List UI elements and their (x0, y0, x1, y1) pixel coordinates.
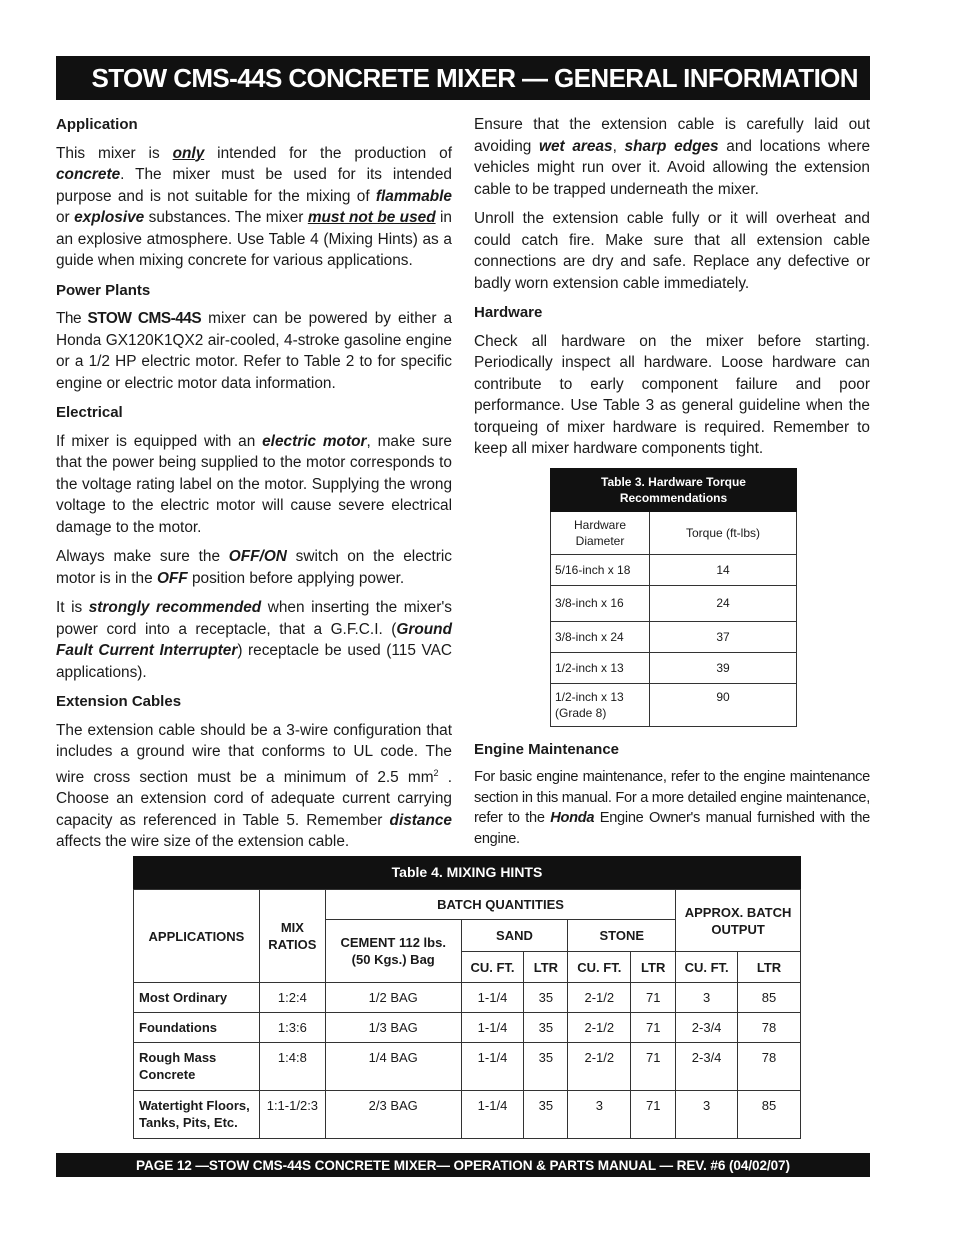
extension-cables-paragraph: The extension cable should be a 3-wire configuration that includes a ground wire that conforms to UL code. The wire cross section must be a minimum of 2.5 $mm^2$ . Choose an extension cord of adequate current carrying capacity as referenced in Table 5. Remember distance affects the wire size of the extension cable. (56, 721, 453, 851)
hardware-paragraph: Check all hardware on the mixer before starting. Periodically inspect all hardware. Loose hardware can contribute to early component failure and poor performance. Use Table 3 as general guideline when the torqueing of mixer hardware is required. Remember to keep all mixer hardware components tight. (474, 332, 870, 457)
electrical-heading: Electrical (56, 404, 123, 421)
electrical-paragraph-3: It is strongly recommended when inserting the mixer's power cord into a receptacle, that a G.F.C.I. (Ground Fault Current Interrupter) receptacle be used (115 VAC applications). (56, 599, 453, 681)
header-sand: SAND (461, 920, 568, 952)
extension-cables-paragraph-3: Unroll the extension cable fully or it will overheat and could catch fire. Make sure that all extension cable connections are dry and safe. Replace any defective or badly worn extension cable immediately. (474, 210, 870, 292)
table-row: 5/16-inch x 18 14 (551, 554, 797, 585)
table-row: Most Ordinary 1:2:4 1/2 BAG 1-1/4 35 2-1/2 71 3 85 (134, 983, 801, 1013)
table-row: Foundations 1:3:6 1/3 BAG 1-1/4 35 2-1/2 71 2-3/4 78 (134, 1013, 801, 1043)
page-title: STOW CMS-44S CONCRETE MIXER — GENERAL INFORMATION (56, 56, 870, 100)
header-mix-ratios: MIX RATIOS (259, 890, 325, 983)
header-output-ltr: LTR (738, 952, 801, 983)
left-column (56, 114, 452, 861)
hardware-heading: Hardware (474, 304, 543, 321)
table-row: Watertight Floors, Tanks, Pits, Etc. 1:1-1/2:3 2/3 BAG 1-1/4 35 3 71 3 85 (134, 1091, 801, 1139)
table3-title: Table 3. Hardware Torque Recommendations (551, 468, 797, 511)
header-batch-output: APPROX. BATCH OUTPUT (676, 890, 801, 952)
hardware-torque-table (550, 468, 797, 727)
header-output-cuft: CU. FT. (676, 952, 738, 983)
header-batch-quantities: BATCH QUANTITIES (325, 890, 675, 920)
application-heading: Application (56, 116, 138, 133)
page-footer: PAGE 12 —STOW CMS-44S CONCRETE MIXER— OPERATION & PARTS MANUAL — REV. #6 (04/02/07) (56, 1153, 870, 1177)
table3-header-torque: Torque (ft-lbs) (650, 511, 797, 554)
header-stone-ltr: LTR (631, 952, 676, 983)
header-stone-cuft: CU. FT. (568, 952, 631, 983)
header-sand-ltr: LTR (524, 952, 568, 983)
header-cement: CEMENT 112 lbs. (50 Kgs.) Bag (325, 920, 461, 983)
extension-cables-paragraph-2: Ensure that the extension cable is carefully laid out avoiding wet areas, sharp edges and locations where vehicles might run over it. Avoid allowing the extension cable to be trapped underneath the mixer. (474, 116, 870, 198)
engine-maintenance-heading: Engine Maintenance (474, 740, 620, 758)
header-applications: APPLICATIONS (134, 890, 260, 983)
table-row: Rough Mass Concrete 1:4:8 1/4 BAG 1-1/4 35 2-1/2 71 2-3/4 78 (134, 1043, 801, 1091)
table3-header-diameter: Hardware Diameter (551, 511, 650, 554)
header-sand-cuft: CU. FT. (461, 952, 524, 983)
table-row: 1/2-inch x 13 39 (551, 652, 797, 683)
electrical-paragraph-2: Always make sure the OFF/ON switch on the electric motor is in the OFF position before applying power. (56, 548, 452, 587)
application-paragraph: This mixer is only intended for the production of concrete. The mixer must be used for its intended purpose and is not suitable for the mixing of flammable or explosive substances. The mixer must not be used in an explosive atmosphere. Use Table 4 (Mixing Hints) as a guide when mixing concrete for various applications. (56, 144, 453, 269)
right-column (474, 114, 870, 857)
power-plants-heading: Power Plants (56, 281, 151, 299)
electrical-paragraph-1: If mixer is equipped with an electric motor, make sure that the power being supplied to the motor corresponds to the voltage rating label on the motor. Supplying the wrong voltage to the electric motor will cause severe electrical damage to the motor. (56, 432, 452, 536)
table-row: 1/2-inch x 13 (Grade 8) 90 (551, 683, 797, 726)
engine-maintenance-paragraph: For basic engine maintenance, refer to the engine maintenance section in this manual. For a more detailed engine maintenance, refer to the Honda Engine Owner's manual furnished with the engine. (474, 769, 870, 847)
extension-cables-heading: Extension Cables (56, 693, 182, 710)
power-plants-paragraph: The STOW CMS-44S mixer can be powered by either a Honda GX120K1QX2 air-cooled, 4-stroke gasoline engine or a 1/2 HP electric motor. Refer to Table 2 to for specific engine or electric motor data information. (56, 310, 453, 392)
header-stone: STONE (568, 920, 676, 952)
table-row: 3/8-inch x 16 24 (551, 585, 797, 621)
table4-title: Table 4. MIXING HINTS (133, 856, 801, 889)
table-row: 3/8-inch x 24 37 (551, 621, 797, 652)
mixing-hints-table (133, 856, 801, 1139)
